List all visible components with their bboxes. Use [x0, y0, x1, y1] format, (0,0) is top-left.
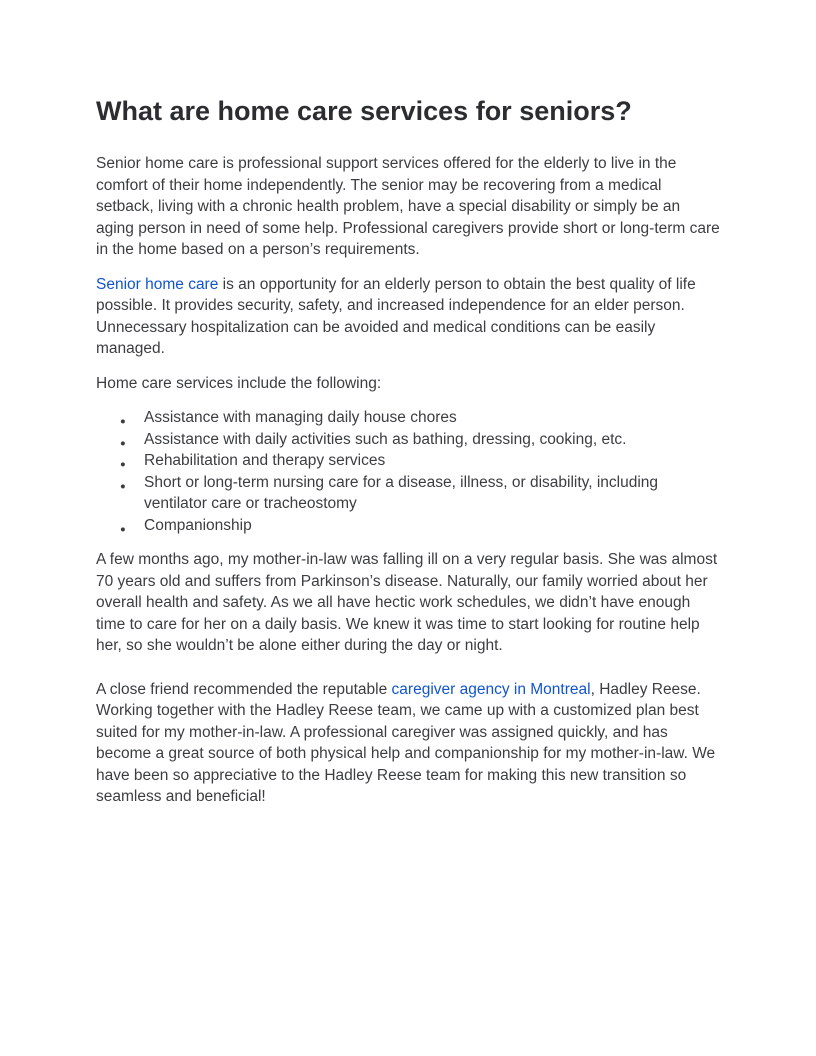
paragraph-services-intro: Home care services include the following:	[96, 374, 382, 392]
paragraph-recommendation-after: , Hadley Reese. Working together with the Hadley Reese team, we came up with a customized plan best suited for my mother-in-law. A professional caregiver was assigned quickly, and has become a great source of both physical help and companionship for my mother-in-law. We have been so appreciative to the Hadley Reese team for making this new transition so seamless and beneficial!	[96, 680, 716, 805]
list-item-daily-activities: ● Assistance with daily activities such as bathing, dressing, cooking, etc.	[144, 429, 720, 451]
list-item-companionship: ● Companionship	[144, 515, 720, 537]
services-list	[96, 407, 720, 536]
paragraph-recommendation	[96, 679, 720, 808]
paragraph-story: A few months ago, my mother-in-law was falling ill on a very regular basis. She was almost 70 years old and suffers from Parkinson’s disease. Naturally, our family worried about her overall health and safety. As we all have hectic work schedules, we didn’t have enough time to care for her on a daily basis. We knew it was time to start looking for routine help her, so she wouldn’t be alone either during the day or night.	[96, 551, 718, 654]
list-item-chores: ● Assistance with managing daily house chores	[144, 407, 720, 429]
paragraph-intro: Senior home care is professional support services offered for the elderly to live in the comfort of their home independently. The senior may be recovering from a medical setback, living with a chronic health problem, have a special disability or simply be an aging person in need of some help. Professional caregivers provide short or long-term care in the home based on a person’s requirements.	[96, 155, 720, 258]
list-item-rehabilitation: ● Rehabilitation and therapy services	[144, 450, 720, 472]
senior-home-care-link[interactable]: Senior home care	[96, 275, 219, 293]
caregiver-agency-link[interactable]: caregiver agency in Montreal	[391, 680, 591, 698]
list-item-nursing-care: ● Short or long-term nursing care for a disease, illness, or disability, including ventilator care or tracheostomy	[144, 472, 720, 515]
paragraph-recommendation-before: A close friend recommended the reputable	[96, 680, 392, 698]
paragraph-opportunity-text: is an opportunity for an elderly person to obtain the best quality of life possible. It provides security, safety, and increased independence for an elder person. Unnecessary hospitalization can be avoided and medical conditions can be easily managed.	[96, 275, 696, 357]
page-title: What are home care services for seniors?	[96, 96, 632, 126]
paragraph-opportunity	[96, 274, 720, 360]
